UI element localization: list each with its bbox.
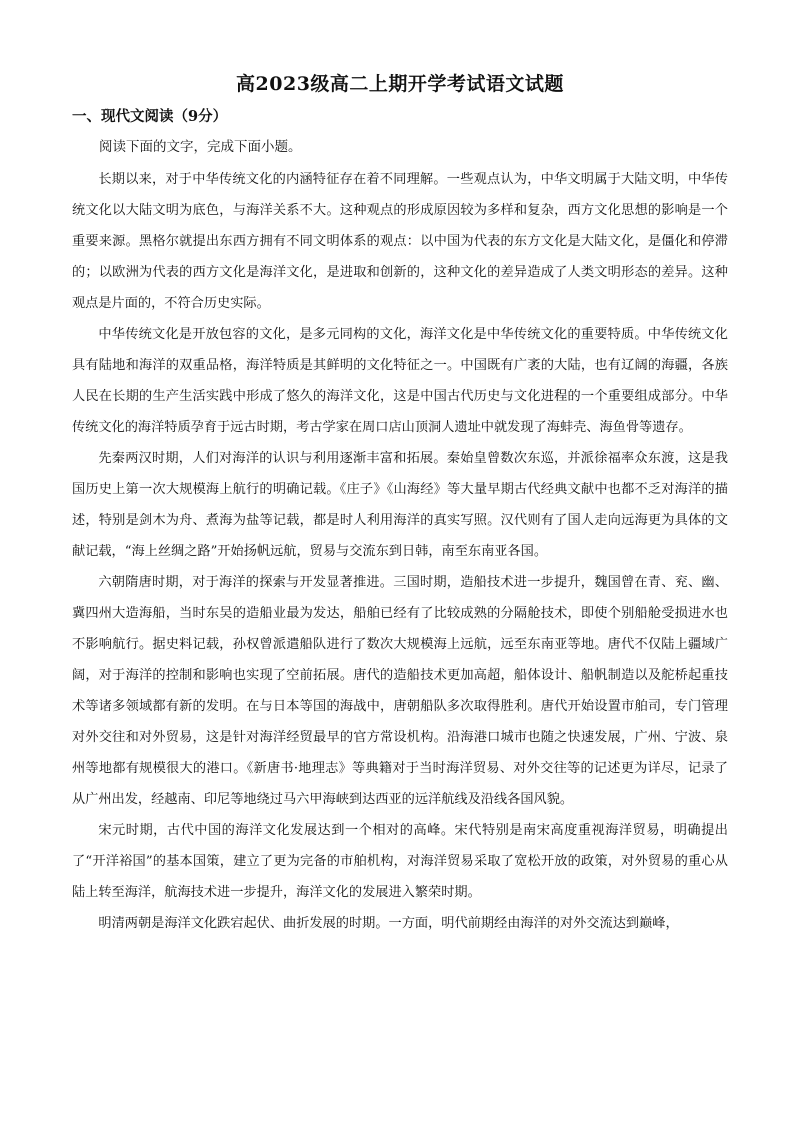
- page-title: 高2023级高二上期开学考试语文试题: [236, 73, 564, 95]
- passage-paragraph-6: 明清两朝是海洋文化跌宕起伏、曲折发展的时期。一方面，明代前期经由海洋的对外交流达到巅峰，: [98, 916, 679, 931]
- passage-paragraph-1: 长期以来，对于中华传统文化的内涵特征存在着不同理解。一些观点认为，中华文明属于大陆文明，中华传统文化以大陆文明为底色，与海洋关系不大。这种观点的形成原因较为多样和复杂，西方文化思想的影响是一个重要来源。黑格尔就提出东西方拥有不同文明体系的观点：以中国为代表的东方文化是大陆文化，是僵化和停滞的；以欧洲为代表的西方文化是海洋文化，是进取和创新的，这种文化的差异造成了人类文明形态的差异。这种观点是片面的，不符合历史实际。: [72, 172, 728, 311]
- passage-paragraph-3: 先秦两汉时期，人们对海洋的认识与利用逐渐丰富和拓展。秦始皇曾数次东巡，并派徐福率众东渡，这是我国历史上第一次大规模海上航行的明确记载。《庄子》《山海经》等大量早期古代经典文献中也都不乏对海洋的描述，特别是剑木为舟、煮海为盐等记载，都是时人利用海洋的真实写照。汉代则有了国人走向远海更为具体的文献记载，“海上丝绸之路”开始扬帆远航，贸易与交流东到日韩，南至东南亚各国。: [72, 451, 728, 559]
- reading-instruction: 阅读下面的文字，完成下面小题。: [99, 139, 302, 155]
- passage-paragraph-5: 宋元时期，古代中国的海洋文化发展达到一个相对的高峰。宋代特别是南宋高度重视海洋贸易，明确提出了“开洋裕国”的基本国策，建立了更为完备的市舶机构，对海洋贸易采取了宽松开放的政策，对外贸易的重心从陆上转至海洋，航海技术进一步提升，海洋文化的发展进入繁荣时期。: [72, 823, 728, 900]
- passage-paragraph-4: 六朝隋唐时期，对于海洋的探索与开发显著推进。三国时期，造船技术进一步提升，魏国曾在青、兖、幽、冀四州大造海船，当时东吴的造船业最为发达，船舶已经有了比较成熟的分隔舱技术，即使个别船舱受损进水也不影响航行。据史料记载，孙权曾派遣船队进行了数次大规模海上远航，远至东南亚等地。唐代不仅陆上疆域广阔，对于海洋的控制和影响也实现了空前拓展。唐代的造船技术更加高超，船体设计、船帆制造以及舵桥起重技术等诸多领域都有新的发明。在与日本等国的海战中，唐朝船队多次取得胜利。唐代开始设置市舶司，专门管理对外交往和对外贸易，这是针对海洋经贸最早的官方常设机构。沿海港口城市也随之快速发展，广州、宁波、泉州等地都有规模很大的港口。《新唐书·地理志》等典籍对于当时海洋贸易、对外交往等的记述更为详尽，记录了从广州出发，经越南、印尼等地绕过马六甲海峡到达西亚的远洋航线及沿线各国风貌。: [72, 575, 728, 807]
- section-heading: 一、现代文阅读（9分）: [72, 108, 228, 125]
- passage-paragraph-2: 中华传统文化是开放包容的文化，是多元同构的文化，海洋文化是中华传统文化的重要特质。中华传统文化具有陆地和海洋的双重品格，海洋特质是其鲜明的文化特征之一。中国既有广袤的大陆，也有辽阔的海疆，各族人民在长期的生产生活实践中形成了悠久的海洋文化，这是中国古代历史与文化进程的一个重要组成部分。中华传统文化的海洋特质孕育于远古时期，考古学家在周口店山顶洞人遗址中就发现了海蚌壳、海鱼骨等遗存。: [72, 327, 728, 435]
